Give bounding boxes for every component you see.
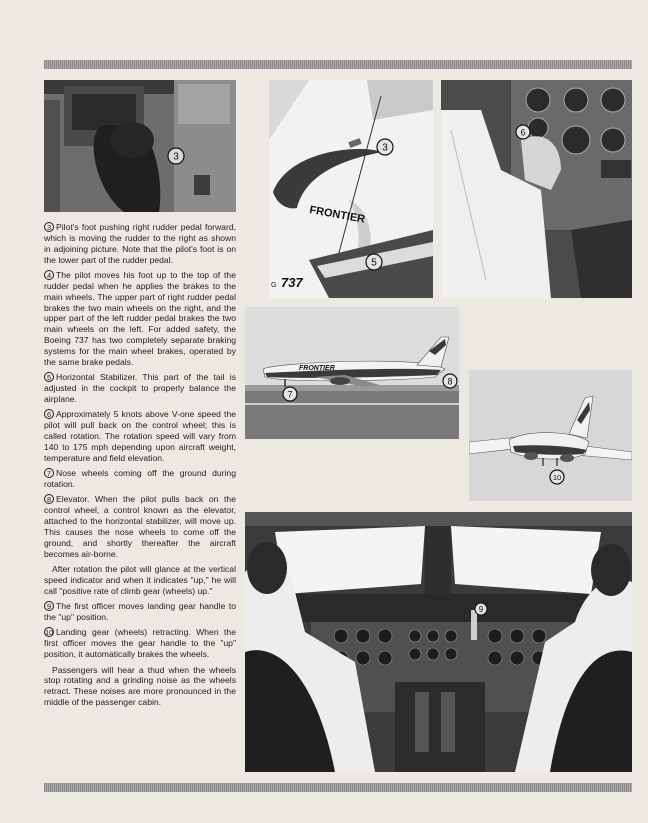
tail-model-prefix: G (271, 282, 277, 289)
control-wheel-photo (441, 80, 632, 298)
tail-airline-text: FRONTIER (308, 204, 366, 226)
tail-photo (269, 80, 433, 298)
top-rule (44, 60, 632, 69)
climb-photo (469, 370, 632, 501)
paragraph-8: 8 Elevator. When the pilot pulls back on the control wheel, a control known as the elevator, attached to the horizontal stabilizer, will move up. This causes the nose wheels to come off the ground, and shortly thereafter the aircraft becomes air-borne. (44, 494, 236, 559)
callout-number: 8 (44, 494, 54, 504)
caption-text-column (44, 222, 236, 713)
callout-6: 6 (520, 127, 526, 138)
paragraph-passengers: Passengers will hear a thud when the wheels stop rotating and a grinding noise as the wheels retract. These noises are more pronounced in the middle of the passenger cabin. (44, 664, 236, 708)
cockpit-photo (245, 512, 632, 772)
rotation-airline-text: FRONTIER (299, 365, 335, 372)
paragraph-3: 3 Pilot's foot pushing right rudder pedal forward, which is moving the rudder to the right as shown in adjoining picture. Note that the pilot's foot is on the lower part of the rudder pedal. (44, 222, 236, 265)
callout-number: 3 (44, 222, 54, 232)
tail-model-text: 737 (281, 275, 303, 290)
paragraph-4: 4 The pilot moves his foot up to the top of the rudder pedal when he applies the brakes to the main wheels. The upper part of right rudder pedal brakes the two main wheels on the right, and the upper part of the left rudder pedal brakes the two main wheels on the left. For added safety, the Boeing 737 has two completely separate braking systems for the main wheel brakes, operated by the same brake pedals. (44, 269, 236, 367)
paragraph-after-rotation: After rotation the pilot will glance at the vertical speed indicator and when it indicates "up," he will call "positive rate of climb gear (wheels) up." (44, 564, 236, 596)
callout-number: 5 (44, 372, 54, 382)
paragraph-7: 7 Nose wheels coming off the ground during rotation. (44, 468, 236, 489)
bottom-rule (44, 783, 632, 792)
callout-9: 9 (478, 605, 484, 614)
paragraph-5: 5 Horizontal Stabilizer. This part of the tail is adjusted in the cockpit to properly balance the airplane. (44, 372, 236, 404)
rudder-pedal-photo (44, 80, 236, 212)
callout-5: 5 (371, 257, 377, 269)
callout-8: 8 (447, 376, 453, 387)
callout-number: 9 (44, 601, 54, 611)
callout-7: 7 (287, 389, 293, 400)
paragraph-9: 9 The first officer moves landing gear handle to the "up" position. (44, 601, 236, 622)
callout-number: 6 (44, 409, 54, 419)
paragraph-6: 6 Approximately 5 knots above V-one speed the pilot will pull back on the control wheel; this is called rotation. The rotation speed will vary from 140 to 175 mph depending upon aircraft weight, temperature and field elevation. (44, 409, 236, 463)
callout-3: 3 (382, 142, 388, 154)
callout-number: 4 (44, 270, 54, 280)
callout-number: 7 (44, 468, 54, 478)
callout-10: 10 (552, 473, 562, 482)
paragraph-10: 10 Landing gear (wheels) retracting. When the first officer moves the gear handle to the "up" position, it automatically brakes the wheels. (44, 627, 236, 660)
rotation-photo (245, 307, 459, 439)
callout-number: 10 (45, 628, 54, 638)
callout-3: 3 (173, 151, 179, 163)
